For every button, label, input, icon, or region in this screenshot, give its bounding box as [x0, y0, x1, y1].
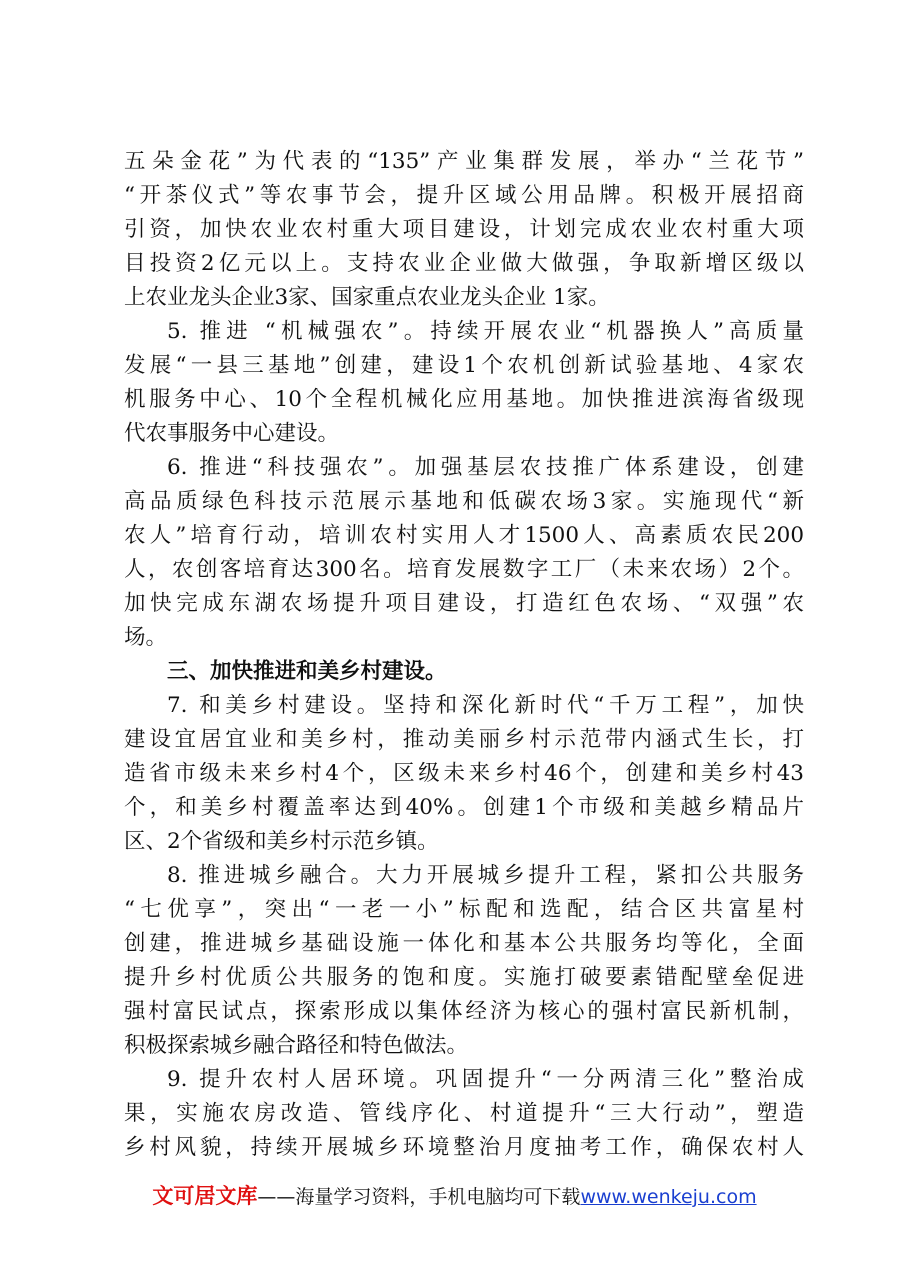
text-line: 乡村风貌，持续开展城乡环境整治月度抽考工作，确保农村人 [124, 1135, 804, 1160]
text-line: 7. 和美乡村建设。坚持和深化新时代“千万工程”，加快 [167, 693, 804, 718]
text-line: 果，实施农房改造、管线序化、村道提升“三大行动”，塑造 [124, 1101, 804, 1126]
text-line: 上农业龙头企业3家、国家重点农业龙头企业 1家。 [124, 285, 610, 310]
text-line: 强村富民试点，探索形成以集体经济为核心的强村富民新机制， [124, 999, 804, 1024]
text-line: 高品质绿色科技示范展示基地和低碳农场3家。实施现代“新 [124, 489, 804, 514]
text-line: 加快完成东湖农场提升项目建设，打造红色农场、“双强”农 [124, 591, 804, 616]
text-line: 发展“一县三基地”创建，建设1个农机创新试验基地、4家农 [124, 353, 804, 378]
text-line: 区、2个省级和美乡村示范乡镇。 [124, 829, 439, 854]
text-line: 6. 推进“科技强农”。加强基层农技推广体系建设，创建 [167, 455, 804, 480]
text-line: 场。 [124, 625, 168, 650]
text-line: 人，农创客培育达300名。培育发展数字工厂（未来农场）2个。 [124, 557, 804, 582]
footer-brand: 文可居文库 [152, 1184, 258, 1208]
text-line: 建设宜居宜业和美乡村，推动美丽乡村示范带内涵式生长，打 [124, 727, 804, 752]
text-line: “开茶仪式”等农事节会，提升区域公用品牌。积极开展招商 [124, 183, 804, 208]
text-line: “七优享”，突出“一老一小”标配和选配，结合区共富星村 [124, 897, 804, 922]
text-line: 目投资2亿元以上。支持农业企业做大做强，争取新增区级以 [124, 251, 804, 276]
section-heading: 三、加快推进和美乡村建设。 [167, 659, 447, 684]
text-line: 8. 推进城乡融合。大力开展城乡提升工程，紧扣公共服务 [167, 863, 804, 888]
text-line: 积极探索城乡融合路径和特色做法。 [124, 1033, 469, 1058]
text-line: 五朵金花”为代表的“135”产业集群发展，举办“兰花节” [124, 149, 804, 174]
text-line: 5. 推进 “机械强农”。持续开展农业“机器换人”高质量 [167, 319, 804, 344]
text-line: 代农事服务中心建设。 [124, 421, 340, 446]
footer-url-link[interactable]: www.wenkeju.com [580, 1186, 757, 1208]
text-line: 造省市级未来乡村4个，区级未来乡村46个，创建和美乡村43 [124, 761, 804, 786]
footer-banner [0, 1181, 909, 1212]
document-body [124, 145, 804, 1165]
text-line: 农人”培育行动，培训农村实用人才1500人、高素质农民200 [124, 523, 804, 548]
text-line: 提升乡村优质公共服务的饱和度。实施打破要素错配壁垒促进 [124, 965, 804, 990]
footer-tagline: ——海量学习资料，手机电脑均可下载 [257, 1186, 581, 1208]
text-line: 个，和美乡村覆盖率达到40%。创建1个市级和美越乡精品片 [124, 795, 804, 820]
text-line: 9. 提升农村人居环境。巩固提升“一分两清三化”整治成 [167, 1067, 804, 1092]
text-line: 创建，推进城乡基础设施一体化和基本公共服务均等化，全面 [124, 931, 804, 956]
text-line: 机服务中心、10个全程机械化应用基地。加快推进滨海省级现 [124, 387, 804, 412]
text-line: 引资，加快农业农村重大项目建设，计划完成农业农村重大项 [124, 217, 804, 242]
